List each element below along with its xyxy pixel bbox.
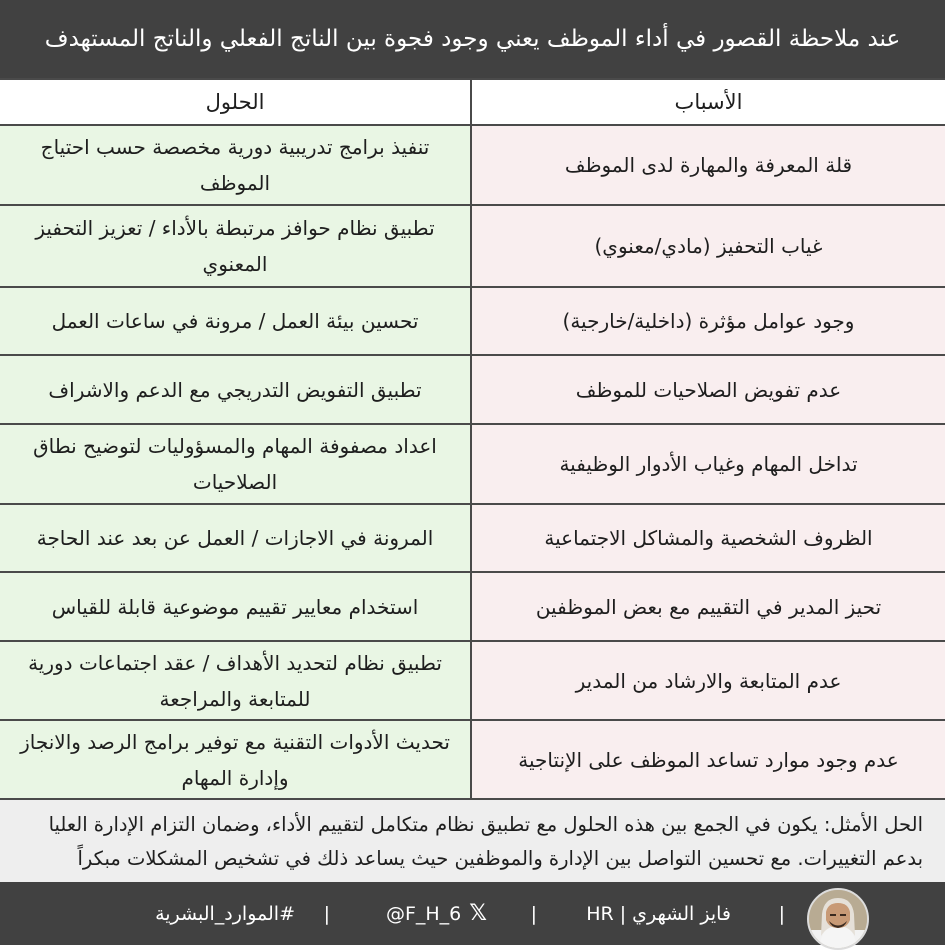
cause-cell: غياب التحفيز (مادي/معنوي) (472, 206, 945, 286)
cause-cell: عدم المتابعة والارشاد من المدير (472, 642, 945, 719)
cause-cell: تحيز المدير في التقييم مع بعض الموظفين (472, 573, 945, 640)
table-header-row (0, 78, 945, 126)
table-row (0, 206, 945, 288)
table-row (0, 126, 945, 206)
solution-cell: تطبيق نظام حوافز مرتبطة بالأداء / تعزيز التحفيز المعنوي (0, 206, 472, 286)
solution-cell: تطبيق نظام لتحديد الأهداف / عقد اجتماعات دورية للمتابعة والمراجعة (0, 642, 472, 719)
causes-header: الأسباب (472, 80, 945, 124)
avatar-portrait-icon (809, 890, 867, 948)
solution-cell: تنفيذ برامج تدريبية دورية مخصصة حسب احتياج الموظف (0, 126, 472, 204)
page-title: عند ملاحظة القصور في أداء الموظف يعني وجود فجوة بين الناتج الفعلي والناتج المستهدف (0, 0, 945, 78)
solution-cell: اعداد مصفوفة المهام والمسؤوليات لتوضيح نطاق الصلاحيات (0, 425, 472, 503)
author-name: فايز الشهري | HR (586, 902, 731, 925)
footer-separator: | (323, 902, 330, 925)
table-row (0, 505, 945, 573)
solutions-header: الحلول (0, 80, 472, 124)
solution-cell: المرونة في الاجازات / العمل عن بعد عند الحاجة (0, 505, 472, 571)
table-row (0, 356, 945, 425)
solution-cell: تحسين بيئة العمل / مرونة في ساعات العمل (0, 288, 472, 354)
cause-cell: الظروف الشخصية والمشاكل الاجتماعية (472, 505, 945, 571)
solution-cell: تحديث الأدوات التقنية مع توفير برامج الرصد والانجاز وإدارة المهام (0, 721, 472, 798)
table-row (0, 573, 945, 642)
cause-cell: وجود عوامل مؤثرة (داخلية/خارجية) (472, 288, 945, 354)
optimal-solution-note: الحل الأمثل: يكون في الجمع بين هذه الحلول مع تطبيق نظام متكامل لتقييم الأداء، وضمان التزام الإدارة العليا بدعم التغييرات. مع تحسين التواصل بين الإدارة والموظفين حيث يساعد ذلك في تشخيص المشكلات مبكراً (0, 800, 945, 882)
table-row (0, 642, 945, 721)
cause-cell: عدم وجود موارد تساعد الموظف على الإنتاجية (472, 721, 945, 798)
handle-text: @F_H_6 (385, 902, 462, 925)
causes-solutions-table (0, 78, 945, 800)
table-row (0, 721, 945, 800)
cause-cell: قلة المعرفة والمهارة لدى الموظف (472, 126, 945, 204)
avatar (807, 888, 869, 950)
footer-separator: | (778, 902, 785, 925)
footer-separator: | (530, 902, 537, 925)
cause-cell: تداخل المهام وغياب الأدوار الوظيفية (472, 425, 945, 503)
table-row (0, 288, 945, 356)
social-handle[interactable] (386, 882, 487, 945)
hashtag[interactable]: #الموارد_البشرية (155, 902, 295, 925)
solution-cell: تطبيق التفويض التدريجي مع الدعم والاشراف (0, 356, 472, 423)
cause-cell: عدم تفويض الصلاحيات للموظف (472, 356, 945, 423)
table-row (0, 425, 945, 505)
solution-cell: استخدام معايير تقييم موضوعية قابلة للقياس (0, 573, 472, 640)
x-logo-icon: 𝕏 (469, 901, 487, 926)
footer-bar (0, 882, 945, 945)
